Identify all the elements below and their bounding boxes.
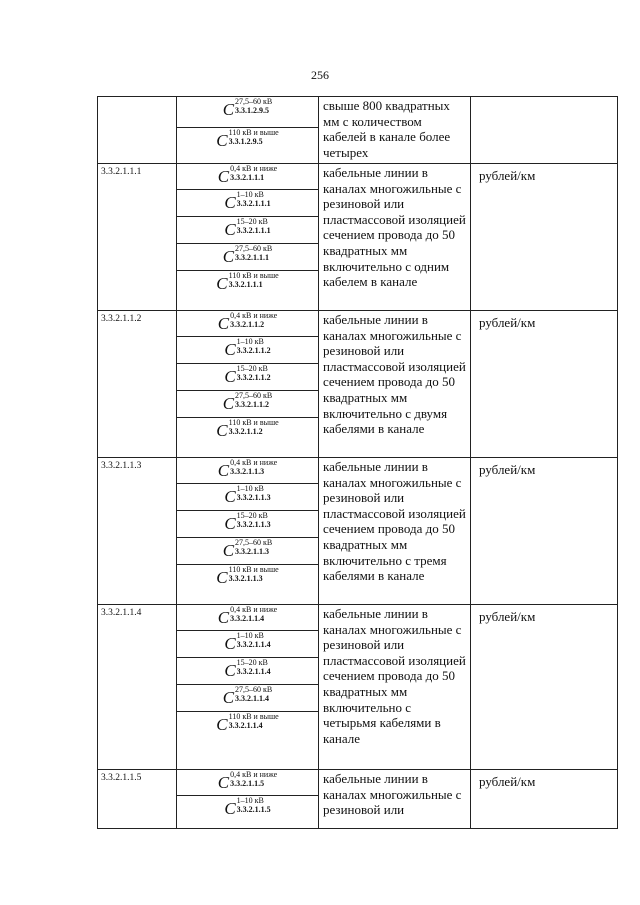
unit-of-measure (471, 97, 618, 164)
coefficient-scripts (235, 97, 272, 115)
coefficient-scripts (237, 484, 271, 502)
coefficient-scripts (237, 511, 271, 529)
coefficient-symbol (177, 97, 318, 128)
voltage-class-label: 1–10 кВ (236, 631, 264, 640)
coefficient-symbol (177, 658, 318, 685)
voltage-class-label: 15–20 кВ (236, 511, 268, 520)
coefficient-index: 3.3.2.1.1.4 (235, 694, 270, 703)
coefficient-symbol (177, 128, 318, 163)
coefficient-scripts (230, 164, 277, 182)
coefficient-symbol (177, 511, 318, 538)
coefficient-index: 3.3.2.1.1.1 (230, 173, 265, 182)
coefficient-letter: C (222, 394, 235, 413)
coefficient-symbol (177, 605, 318, 631)
coefficient-symbol (177, 271, 318, 310)
coefficient-letter: C (216, 568, 228, 587)
coefficient-stack (177, 311, 318, 457)
coefficient-letter: C (222, 100, 235, 119)
coefficient-letter: C (222, 247, 235, 266)
coefficient-scripts (235, 391, 272, 409)
coefficient-scripts (235, 685, 272, 703)
voltage-class-label: 27,5–60 кВ (235, 244, 273, 253)
coefficient-symbol (177, 190, 318, 217)
coefficient-stack (177, 97, 318, 163)
voltage-class-label: 0,4 кВ и ниже (230, 164, 278, 173)
coefficient-symbol (177, 164, 318, 190)
coefficient-scripts (229, 565, 279, 583)
unit-of-measure: рублей/км (471, 164, 618, 311)
item-code: 3.3.2.1.1.1 (98, 164, 177, 311)
coefficient-letter: C (224, 367, 236, 386)
voltage-class-label: 27,5–60 кВ (235, 685, 273, 694)
coefficient-index: 3.3.2.1.1.3 (230, 467, 265, 476)
coefficient-scripts (237, 631, 271, 649)
coefficient-symbol (177, 565, 318, 604)
coefficient-scripts (229, 712, 279, 730)
coefficient-index: 3.3.2.1.1.2 (236, 346, 271, 355)
coefficient-scripts (229, 271, 279, 289)
coefficient-symbol (177, 631, 318, 658)
item-description: кабельные линии в каналах многожильные с резиновой или (319, 770, 471, 829)
coefficient-stack (177, 164, 318, 310)
voltage-class-label: 0,4 кВ и ниже (230, 311, 278, 320)
coefficient-letter: C (222, 688, 235, 707)
voltage-class-label: 15–20 кВ (236, 658, 268, 667)
coefficient-cell (177, 770, 319, 829)
coefficient-letter: C (217, 608, 230, 627)
coefficient-letter: C (216, 274, 228, 293)
coefficient-symbol (177, 418, 318, 457)
coefficient-scripts (230, 770, 277, 788)
table-row (98, 605, 618, 770)
voltage-class-label: 1–10 кВ (236, 337, 264, 346)
coefficient-scripts (237, 364, 271, 382)
voltage-class-label: 0,4 кВ и ниже (230, 605, 278, 614)
coefficient-scripts (237, 796, 271, 814)
table-row (98, 164, 618, 311)
coefficient-scripts (229, 128, 279, 146)
coefficient-scripts (230, 311, 277, 329)
table-row (98, 311, 618, 458)
coefficient-letter: C (217, 167, 230, 186)
voltage-class-label: 27,5–60 кВ (235, 391, 273, 400)
coefficient-index: 3.3.2.1.1.3 (235, 547, 270, 556)
coefficient-symbol (177, 458, 318, 484)
voltage-class-label: 110 кВ и выше (228, 128, 279, 137)
coefficient-scripts (235, 538, 272, 556)
coefficient-letter: C (217, 461, 230, 480)
item-description: кабельные линии в каналах многожильные с резиновой или пластмассовой изоляцией сечением провода до 50 квадратных мм включительно с четырьмя кабелями в канале (319, 605, 471, 770)
coefficient-symbol (177, 364, 318, 391)
coefficient-letter: C (224, 220, 236, 239)
coefficient-cell (177, 311, 319, 458)
unit-of-measure: рублей/км (471, 311, 618, 458)
coefficient-cell (177, 97, 319, 164)
voltage-class-label: 0,4 кВ и ниже (230, 770, 278, 779)
voltage-class-label: 110 кВ и выше (228, 418, 279, 427)
coefficient-index: 3.3.2.1.1.5 (236, 805, 271, 814)
coefficient-letter: C (216, 131, 228, 150)
coefficient-letter: C (216, 715, 228, 734)
coefficient-index: 3.3.2.1.1.1 (235, 253, 270, 262)
coefficient-symbol (177, 337, 318, 364)
coefficient-letter: C (224, 661, 236, 680)
tariff-table (97, 96, 618, 829)
coefficient-symbol (177, 244, 318, 271)
coefficient-symbol (177, 712, 318, 769)
coefficient-stack (177, 458, 318, 604)
coefficient-letter: C (224, 634, 236, 653)
coefficient-symbol (177, 217, 318, 244)
coefficient-index: 3.3.2.1.1.4 (228, 721, 263, 730)
coefficient-symbol (177, 391, 318, 418)
coefficient-index: 3.3.2.1.1.2 (236, 373, 271, 382)
coefficient-index: 3.3.2.1.1.1 (236, 199, 271, 208)
coefficient-scripts (229, 418, 279, 436)
coefficient-cell (177, 164, 319, 311)
table-row (98, 458, 618, 605)
item-code: 3.3.2.1.1.4 (98, 605, 177, 770)
coefficient-letter: C (216, 421, 228, 440)
coefficient-scripts (237, 190, 271, 208)
item-code (98, 97, 177, 164)
voltage-class-label: 15–20 кВ (236, 217, 268, 226)
item-code: 3.3.2.1.1.2 (98, 311, 177, 458)
unit-of-measure: рублей/км (471, 605, 618, 770)
voltage-class-label: 27,5–60 кВ (235, 97, 273, 106)
page-number: 256 (311, 68, 329, 82)
coefficient-scripts (237, 337, 271, 355)
coefficient-index: 3.3.2.1.1.3 (228, 574, 263, 583)
table-row (98, 97, 618, 164)
coefficient-letter: C (224, 340, 236, 359)
coefficient-index: 3.3.2.1.1.3 (236, 493, 271, 502)
coefficient-letter: C (217, 773, 230, 792)
coefficient-symbol (177, 796, 318, 828)
coefficient-symbol (177, 311, 318, 337)
coefficient-index: 3.3.1.2.9.5 (228, 137, 263, 146)
coefficient-letter: C (224, 487, 236, 506)
coefficient-scripts (230, 458, 277, 476)
item-description: свыше 800 квадратных мм с количеством кабелей в канале более четырех (319, 97, 471, 164)
unit-of-measure: рублей/км (471, 458, 618, 605)
voltage-class-label: 15–20 кВ (236, 364, 268, 373)
coefficient-index: 3.3.2.1.1.4 (236, 640, 271, 649)
coefficient-letter: C (222, 541, 235, 560)
table-row (98, 770, 618, 829)
unit-of-measure: рублей/км (471, 770, 618, 829)
coefficient-index: 3.3.2.1.1.1 (236, 226, 271, 235)
item-description: кабельные линии в каналах многожильные с резиновой или пластмассовой изоляцией сечением провода до 50 квадратных мм включительно с двумя кабелями в канале (319, 311, 471, 458)
coefficient-index: 3.3.2.1.1.3 (236, 520, 271, 529)
coefficient-index: 3.3.2.1.1.2 (230, 320, 265, 329)
coefficient-index: 3.3.2.1.1.4 (230, 614, 265, 623)
voltage-class-label: 27,5–60 кВ (235, 538, 273, 547)
coefficient-index: 3.3.2.1.1.1 (228, 280, 263, 289)
coefficient-scripts (230, 605, 277, 623)
item-description: кабельные линии в каналах многожильные с резиновой или пластмассовой изоляцией сечением провода до 50 квадратных мм включительно с тремя кабелями в канале (319, 458, 471, 605)
coefficient-letter: C (224, 193, 236, 212)
coefficient-symbol (177, 770, 318, 796)
coefficient-scripts (235, 244, 272, 262)
coefficient-letter: C (217, 314, 230, 333)
item-code: 3.3.2.1.1.5 (98, 770, 177, 829)
voltage-class-label: 0,4 кВ и ниже (230, 458, 278, 467)
coefficient-stack (177, 605, 318, 769)
coefficient-cell (177, 458, 319, 605)
coefficient-index: 3.3.2.1.1.5 (230, 779, 265, 788)
voltage-class-label: 110 кВ и выше (228, 565, 279, 574)
voltage-class-label: 1–10 кВ (236, 796, 264, 805)
coefficient-index: 3.3.2.1.1.2 (235, 400, 270, 409)
coefficient-scripts (237, 217, 271, 235)
coefficient-index: 3.3.2.1.1.2 (228, 427, 263, 436)
coefficient-index: 3.3.1.2.9.5 (235, 106, 270, 115)
voltage-class-label: 110 кВ и выше (228, 712, 279, 721)
item-description: кабельные линии в каналах многожильные с резиновой или пластмассовой изоляцией сечением провода до 50 квадратных мм включительно с одним кабелем в канале (319, 164, 471, 311)
coefficient-stack (177, 770, 318, 828)
item-code: 3.3.2.1.1.3 (98, 458, 177, 605)
coefficient-symbol (177, 484, 318, 511)
voltage-class-label: 110 кВ и выше (228, 271, 279, 280)
voltage-class-label: 1–10 кВ (236, 190, 264, 199)
coefficient-index: 3.3.2.1.1.4 (236, 667, 271, 676)
coefficient-symbol (177, 685, 318, 712)
coefficient-letter: C (224, 514, 236, 533)
coefficient-scripts (237, 658, 271, 676)
voltage-class-label: 1–10 кВ (236, 484, 264, 493)
coefficient-letter: C (224, 799, 236, 818)
coefficient-symbol (177, 538, 318, 565)
coefficient-cell (177, 605, 319, 770)
